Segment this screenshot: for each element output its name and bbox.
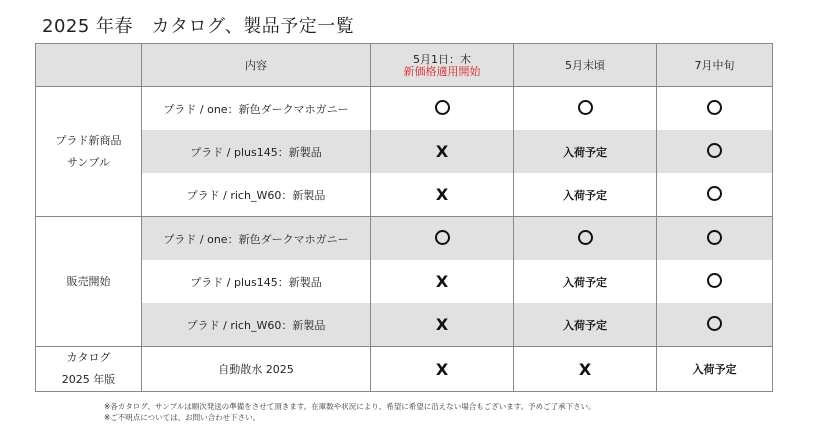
unavailable-cross-mark: X [435, 272, 449, 291]
status-cell [371, 130, 514, 173]
group-label [36, 87, 142, 217]
table-row [36, 260, 773, 303]
arrival-scheduled-label: 入荷予定 [563, 275, 607, 289]
table-row [36, 303, 773, 347]
header-end-may: 5月末頃 [514, 44, 657, 87]
status-cell [371, 347, 514, 392]
status-cell [514, 173, 657, 217]
status-cell [371, 217, 514, 261]
available-circle-icon [435, 100, 450, 115]
table-body [36, 87, 773, 392]
table-header-row [36, 44, 773, 87]
unavailable-cross-mark: X [435, 359, 449, 379]
group-label-line: カタログ [66, 351, 111, 364]
available-circle-icon [707, 143, 722, 158]
group-label-line: プラド新商品 [55, 133, 122, 147]
status-cell [514, 347, 657, 392]
header-blank [36, 44, 142, 87]
page-title: 2025 年春 カタログ、製品予定一覧 [42, 16, 355, 37]
product-name: プラド / plus145：新製品 [142, 260, 371, 303]
status-cell [514, 260, 657, 303]
available-circle-icon [435, 230, 450, 245]
table-row [36, 217, 773, 261]
group-label-line: 2025 年版 [61, 373, 116, 386]
status-cell [371, 303, 514, 347]
group-label [36, 217, 142, 347]
status-cell [514, 130, 657, 173]
header-may-1-date: 5月1日：木 [413, 52, 471, 66]
product-name: 自動散水 2025 [142, 347, 371, 392]
status-cell [371, 260, 514, 303]
header-content: 内容 [142, 44, 371, 87]
group-label [36, 347, 142, 392]
header-may-1 [371, 44, 514, 87]
product-name: プラド / one：新色ダークマホガニー [142, 87, 371, 131]
arrival-scheduled-label: 入荷予定 [563, 318, 607, 332]
status-cell [657, 173, 773, 217]
group-label-line: サンプル [66, 155, 110, 169]
product-name: プラド / rich_W60：新製品 [142, 173, 371, 217]
status-cell [657, 260, 773, 303]
status-cell [657, 130, 773, 173]
available-circle-icon [707, 273, 722, 288]
footnote: ※ご不明点については、お問い合わせ下さい。 [104, 413, 261, 422]
table-row [36, 87, 773, 131]
status-cell [657, 217, 773, 261]
arrival-scheduled-label: 入荷予定 [563, 188, 607, 202]
product-name: プラド / one：新色ダークマホガニー [142, 217, 371, 261]
footnotes [104, 401, 596, 423]
unavailable-cross-mark: X [578, 359, 592, 379]
available-circle-icon [578, 100, 593, 115]
product-name: プラド / plus145：新製品 [142, 130, 371, 173]
status-cell [514, 87, 657, 131]
group-label-line: 販売開始 [66, 274, 111, 288]
status-cell [514, 303, 657, 347]
footnote: ※各カタログ、サンプルは順次発送の準備をさせて頂きます。在庫数や状況により、希望に希望に沿えない場合もございます。予めご了承下さい。 [104, 402, 596, 411]
unavailable-cross-mark: X [435, 315, 449, 334]
status-cell [657, 347, 773, 392]
product-name: プラド / rich_W60：新製品 [142, 303, 371, 347]
table-row [36, 173, 773, 217]
status-cell [371, 173, 514, 217]
available-circle-icon [578, 230, 593, 245]
arrival-scheduled-label: 入荷予定 [563, 145, 607, 159]
unavailable-cross-mark: X [435, 185, 449, 204]
table-row [36, 130, 773, 173]
header-may-1-note: 新価格適用開始 [403, 64, 481, 78]
header-mid-july: 7月中旬 [657, 44, 773, 87]
available-circle-icon [707, 100, 722, 115]
unavailable-cross-mark: X [435, 142, 449, 161]
available-circle-icon [707, 316, 722, 331]
table-row [36, 347, 773, 392]
product-schedule-table [35, 43, 773, 392]
arrival-scheduled-label: 入荷予定 [692, 363, 737, 376]
status-cell [371, 87, 514, 131]
status-cell [514, 217, 657, 261]
available-circle-icon [707, 230, 722, 245]
available-circle-icon [707, 186, 722, 201]
status-cell [657, 303, 773, 347]
status-cell [657, 87, 773, 131]
